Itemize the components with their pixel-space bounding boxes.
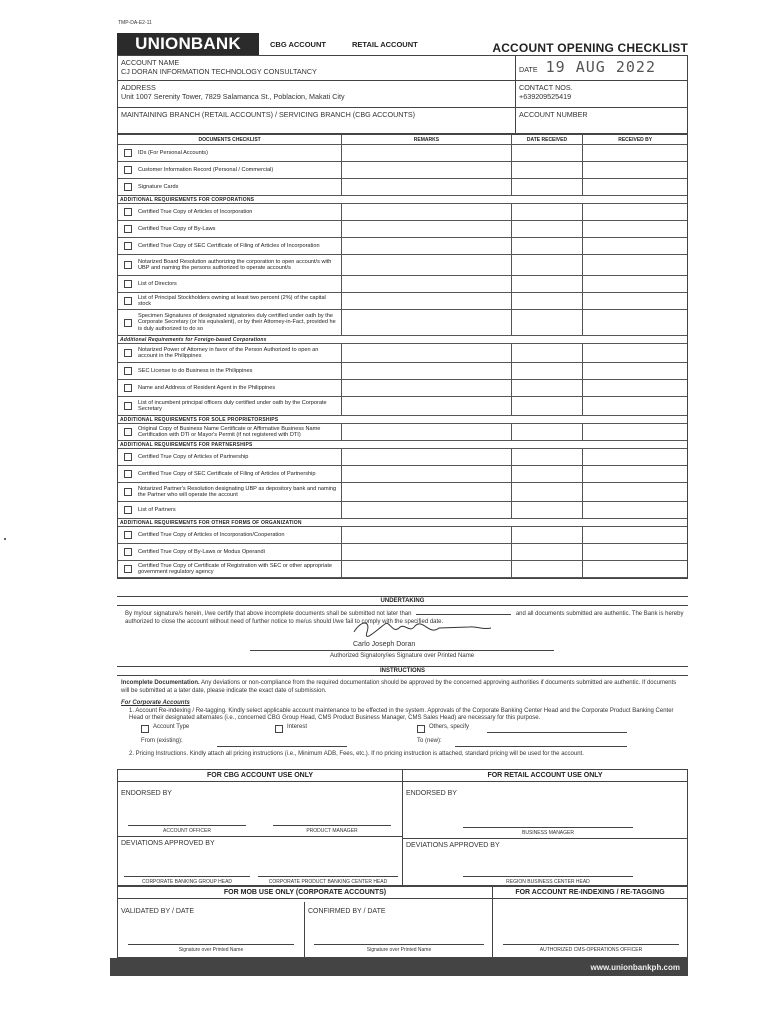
address-value: Unit 1007 Serenity Tower, 7829 Salamanca St., Poblacion, Makati City (121, 92, 345, 101)
document-cell (118, 483, 342, 501)
document-checkbox[interactable] (124, 531, 132, 539)
document-checkbox[interactable] (124, 349, 132, 357)
to-label: To (new): (417, 737, 442, 744)
date-received-cell[interactable] (512, 276, 584, 292)
document-checkbox[interactable] (124, 297, 132, 305)
region-head-caption: REGION BUSINESS CENTER HEAD (506, 879, 590, 885)
col-documents: DOCUMENTS CHECKLIST (118, 135, 342, 144)
document-label: List of Principal Stockholders owning at least two percent (2%) of the capital stock (138, 294, 326, 307)
col-received-by: RECEIVED BY (618, 136, 653, 143)
received-by-cell[interactable] (583, 466, 687, 482)
branch-label: MAINTAINING BRANCH (RETAIL ACCOUNTS) / SERVICING BRANCH (CBG ACCOUNTS) (121, 110, 416, 119)
retail-use-box (402, 769, 688, 886)
document-checkbox[interactable] (124, 149, 132, 157)
received-by-cell[interactable] (583, 310, 687, 335)
date-received-cell[interactable] (512, 310, 584, 335)
date-received-cell[interactable] (512, 255, 584, 275)
document-checkbox[interactable] (124, 166, 132, 174)
mob-use-title: FOR MOB USE ONLY (CORPORATE ACCOUNTS) (118, 887, 492, 899)
reindex-title: FOR ACCOUNT RE-INDEXING / RE-TAGGING (493, 887, 687, 899)
checklist-row (118, 162, 687, 179)
document-cell (118, 238, 342, 254)
document-cell (118, 255, 342, 275)
requirements-section-title: ADDITIONAL REQUIREMENTS FOR OTHER FORMS OF ORGANIZATION (118, 519, 687, 527)
remarks-cell[interactable] (342, 363, 511, 379)
document-cell (118, 527, 342, 543)
document-cell (118, 449, 342, 465)
footer-bar (110, 958, 688, 976)
account-officer-caption: ACCOUNT OFFICER (163, 828, 211, 834)
checklist-row (118, 397, 687, 416)
document-label: Certified True Copy of Articles of Incorporation/Cooperation (138, 531, 285, 538)
cbg-account-option: CBG ACCOUNT (270, 40, 326, 49)
remarks-cell[interactable] (342, 544, 511, 560)
signature-scribble (349, 618, 499, 638)
remarks-cell[interactable] (342, 502, 511, 518)
checklist-row (118, 380, 687, 397)
corporate-label: For Corporate Accounts (121, 700, 190, 706)
remarks-cell[interactable] (342, 466, 511, 482)
checklist-row (118, 276, 687, 293)
checklist-row (118, 293, 687, 310)
remarks-cell[interactable] (342, 255, 511, 275)
received-by-cell[interactable] (583, 502, 687, 518)
checklist-row (118, 344, 687, 363)
document-label: Specimen Signatures of designated signatories duly certified under oath by the Corporate Secretary (or his equivalent), or by their Attorney-in-Fact, provided he is duly authorized to do so (138, 313, 336, 332)
received-by-cell[interactable] (583, 293, 687, 309)
center-head-caption: CORPORATE PRODUCT BANKING CENTER HEAD (268, 879, 388, 885)
interest-label: Interest (287, 723, 308, 730)
signature-caption: Authorized Signatory/ies Signature over Printed Name (329, 653, 475, 659)
checklist-row (118, 145, 687, 162)
received-by-cell[interactable] (583, 527, 687, 543)
document-cell (118, 561, 342, 577)
remarks-cell[interactable] (342, 380, 511, 396)
contact-value: +639209525419 (519, 92, 572, 101)
received-by-cell[interactable] (583, 255, 687, 275)
retail-use-title: FOR RETAIL ACCOUNT USE ONLY (403, 770, 687, 782)
document-label: SEC License to do Business in the Philippines (138, 367, 253, 374)
undertaking-text-1: By my/our signature/s herein, I/we certify that above incomplete documents shall be submitted not later than (125, 611, 412, 617)
business-manager-caption: BUSINESS MANAGER (522, 830, 574, 836)
document-label: Certified True Copy of By-Laws or Modus Operandi (138, 548, 265, 555)
date-value: 19 AUG 2022 (545, 58, 656, 76)
remarks-cell[interactable] (342, 344, 511, 362)
document-cell (118, 293, 342, 309)
documents-checklist (117, 134, 688, 579)
region-head-line[interactable] (463, 876, 633, 877)
checklist-row (118, 238, 687, 255)
group-head-line[interactable] (124, 876, 250, 877)
contact-label: CONTACT NOS. (519, 83, 573, 92)
document-label: Notarized Partner's Resolution designating UBP as depository bank and naming the Partner who will operate the account (138, 485, 337, 498)
from-label: From (existing): (141, 737, 183, 744)
address-label: ADDRESS (121, 83, 156, 92)
received-by-cell[interactable] (583, 204, 687, 220)
received-by-cell[interactable] (583, 380, 687, 396)
received-by-cell[interactable] (583, 424, 687, 440)
document-label: Customer Information Record (Personal / Commercial) (138, 166, 274, 173)
interest-checkbox[interactable] (275, 725, 283, 733)
form-code: TMP-DA-E2-11 (118, 20, 152, 26)
validated-label: VALIDATED BY / DATE (121, 908, 195, 915)
remarks-cell[interactable] (342, 204, 511, 220)
document-label: Notarized Board Resolution authorizing the corporation to open account/s with UBP and naming the persons authorized to operate account/s (138, 258, 332, 271)
date-received-cell[interactable] (512, 544, 584, 560)
checklist-row (118, 221, 687, 238)
undertaking-title: UNDERTAKING (117, 596, 688, 606)
received-by-cell[interactable] (583, 397, 687, 415)
cbg-endorsed-label: ENDORSED BY (121, 790, 172, 797)
date-received-cell[interactable] (512, 344, 584, 362)
product-manager-line[interactable] (273, 825, 391, 826)
checklist-form (110, 18, 688, 976)
received-by-cell[interactable] (583, 145, 687, 161)
document-label: Certified True Copy of By-Laws (138, 225, 216, 232)
received-by-cell[interactable] (583, 238, 687, 254)
scan-speck (4, 538, 6, 540)
received-by-cell[interactable] (583, 483, 687, 501)
received-by-cell[interactable] (583, 179, 687, 195)
checklist-row (118, 449, 687, 466)
requirements-section-title: ADDITIONAL REQUIREMENTS FOR CORPORATIONS (118, 196, 687, 204)
date-received-cell[interactable] (512, 238, 584, 254)
cbg-deviations-label: DEVIATIONS APPROVED BY (121, 840, 215, 847)
confirmed-label: CONFIRMED BY / DATE (308, 908, 386, 915)
account-type-label: Account Type (153, 723, 190, 730)
col-date-received: DATE RECEIVED (512, 135, 584, 144)
instructions-title: INSTRUCTIONS (117, 666, 688, 676)
remarks-cell[interactable] (342, 145, 511, 161)
mob-use-box (117, 886, 493, 958)
account-name-value: CJ DORAN INFORMATION TECHNOLOGY CONSULTANCY (121, 67, 317, 76)
instruction-item-2: 2. Pricing Instructions. Kindly attach all pricing instructions (i.e., Minimum ADB, Fees, etc.). If no pricing instruction is attached, standard pricing will be used for the account. (129, 750, 584, 757)
document-cell (118, 397, 342, 415)
document-cell (118, 544, 342, 560)
remarks-cell[interactable] (342, 221, 511, 237)
checklist-row (118, 424, 687, 441)
checklist-row (118, 466, 687, 483)
document-label: Certified True Copy of Certificate of Registration with SEC or other appropriate government regulatory agency (138, 562, 333, 575)
remarks-cell[interactable] (342, 162, 511, 178)
document-label: Signature Cards (138, 183, 179, 190)
date-received-cell[interactable] (512, 502, 584, 518)
instructions-section (117, 666, 688, 758)
date-received-cell[interactable] (512, 179, 584, 195)
footer-url: www.unionbankph.com (590, 962, 680, 972)
remarks-cell[interactable] (342, 293, 511, 309)
document-cell (118, 363, 342, 379)
document-checkbox[interactable] (124, 183, 132, 191)
form-header (117, 33, 688, 55)
document-checkbox[interactable] (124, 453, 132, 461)
document-label: Notarized Power of Attorney in favor of the Person Authorized to open an account in the Philippines (138, 346, 319, 359)
document-cell (118, 162, 342, 178)
date-received-cell[interactable] (512, 397, 584, 415)
retail-endorsed-label: ENDORSED BY (406, 790, 457, 797)
validated-sig-caption: Signature over Printed Name (178, 947, 244, 953)
checklist-row (118, 544, 687, 561)
document-label: Certified True Copy of Articles of Partnership (138, 453, 249, 460)
document-checkbox[interactable] (124, 261, 132, 269)
document-checkbox[interactable] (124, 488, 132, 496)
center-head-line[interactable] (258, 876, 398, 877)
remarks-cell[interactable] (342, 424, 511, 440)
document-cell (118, 310, 342, 335)
cbg-use-box (117, 769, 403, 886)
document-cell (118, 502, 342, 518)
document-label: List of Directors (138, 280, 177, 287)
document-cell (118, 424, 342, 440)
product-manager-caption: PRODUCT MANAGER (306, 828, 358, 834)
cms-officer-caption: AUTHORIZED CMS-OPERATIONS OFFICER (539, 947, 643, 953)
document-label: Certified True Copy of Articles of Incorporation (138, 208, 253, 215)
account-info-table (117, 55, 688, 134)
document-cell (118, 145, 342, 161)
from-field[interactable] (217, 746, 347, 747)
received-by-cell[interactable] (583, 544, 687, 560)
checklist-header-row (118, 135, 687, 145)
account-name-label: ACCOUNT NAME (121, 58, 180, 67)
checklist-row (118, 255, 687, 276)
date-received-cell[interactable] (512, 363, 584, 379)
others-field[interactable] (487, 732, 627, 733)
document-checkbox[interactable] (124, 402, 132, 410)
document-checkbox[interactable] (124, 384, 132, 392)
received-by-cell[interactable] (583, 363, 687, 379)
document-label: Name and Address of Resident Agent in the Philippines (138, 384, 276, 391)
document-cell (118, 344, 342, 362)
remarks-cell[interactable] (342, 276, 511, 292)
document-label: IDs (For Personal Accounts) (138, 149, 208, 156)
document-checkbox[interactable] (124, 506, 132, 514)
cbg-use-title: FOR CBG ACCOUNT USE ONLY (118, 770, 402, 782)
requirements-section-title: ADDITIONAL REQUIREMENTS FOR SOLE PROPRIETORSHIPS (118, 416, 687, 424)
checklist-row (118, 502, 687, 519)
date-received-cell[interactable] (512, 204, 584, 220)
received-by-cell[interactable] (583, 561, 687, 577)
date-received-cell[interactable] (512, 483, 584, 501)
incomplete-label: Incomplete Documentation. (121, 680, 200, 686)
date-received-cell[interactable] (512, 221, 584, 237)
incomplete-text: Any deviations or non-compliance from the required documentation should be approved by the concerned approving authorities if documents submitted are authentic. If documents will be submitted at a later date, please indicate the exact date of submission. (121, 680, 677, 694)
date-received-cell[interactable] (512, 527, 584, 543)
document-checkbox[interactable] (124, 280, 132, 288)
reindex-box (492, 886, 688, 958)
undertaking-text-2: and all documents submitted are authentic. The Bank is hereby authorized to close the account without need of further notice to me/us should I/we fail to comply with the specified date. (125, 611, 684, 625)
date-label: DATE (519, 65, 538, 74)
checklist-row (118, 483, 687, 502)
received-by-cell[interactable] (583, 344, 687, 362)
document-checkbox[interactable] (124, 242, 132, 250)
validated-sig-line[interactable] (128, 944, 294, 945)
submission-date-field[interactable] (416, 614, 511, 615)
document-label: List of Partners (138, 506, 176, 513)
document-cell (118, 276, 342, 292)
signer-name: Carlo Joseph Doran (353, 641, 416, 648)
remarks-cell[interactable] (342, 483, 511, 501)
checklist-row (118, 561, 687, 578)
document-cell (118, 204, 342, 220)
document-label: Certified True Copy of SEC Certificate of Filing of Articles of Partnership (138, 470, 316, 477)
remarks-cell[interactable] (342, 238, 511, 254)
requirements-section-title: Additional Requirements for Foreign-based Corporations (118, 336, 687, 344)
date-received-cell[interactable] (512, 380, 584, 396)
business-manager-line[interactable] (463, 827, 633, 828)
remarks-cell[interactable] (342, 561, 511, 577)
received-by-cell[interactable] (583, 449, 687, 465)
form-title: ACCOUNT OPENING CHECKLIST (492, 41, 688, 55)
remarks-cell[interactable] (342, 179, 511, 195)
document-checkbox[interactable] (124, 470, 132, 478)
checklist-row (118, 179, 687, 196)
account-number-label: ACCOUNT NUMBER (519, 110, 588, 119)
document-label: Certified True Copy of SEC Certificate of Filing of Articles of Incorporation (138, 242, 320, 249)
document-label: Original Copy of Business Name Certificate or Affirmative Business Name Certification with DTI or Mayor's Permit (if not registered with DTI) (138, 425, 321, 438)
remarks-cell[interactable] (342, 310, 511, 335)
remarks-cell[interactable] (342, 397, 511, 415)
date-received-cell[interactable] (512, 449, 584, 465)
received-by-cell[interactable] (583, 162, 687, 178)
checklist-row (118, 527, 687, 544)
group-head-caption: CORPORATE BANKING GROUP HEAD (141, 879, 233, 885)
document-cell (118, 466, 342, 482)
account-type-checkbox[interactable] (141, 725, 149, 733)
unionbank-logo: UNIONBANK (117, 33, 259, 55)
account-officer-line[interactable] (128, 825, 246, 826)
others-checkbox[interactable] (417, 725, 425, 733)
checklist-row (118, 310, 687, 336)
remarks-cell[interactable] (342, 527, 511, 543)
document-checkbox[interactable] (124, 225, 132, 233)
date-received-cell[interactable] (512, 145, 584, 161)
checklist-row (118, 363, 687, 380)
retail-account-option: RETAIL ACCOUNT (352, 40, 418, 49)
date-received-cell[interactable] (512, 561, 584, 577)
document-checkbox[interactable] (124, 565, 132, 573)
document-checkbox[interactable] (124, 548, 132, 556)
document-cell (118, 221, 342, 237)
undertaking-section (117, 596, 688, 659)
confirmed-sig-line[interactable] (314, 944, 484, 945)
requirements-section-title: ADDITIONAL REQUIREMENTS FOR PARTNERSHIPS (118, 441, 687, 449)
received-by-cell[interactable] (583, 276, 687, 292)
document-checkbox[interactable] (124, 208, 132, 216)
confirmed-sig-caption: Signature over Printed Name (366, 947, 432, 953)
cms-officer-line[interactable] (503, 944, 679, 945)
instruction-item-1: 1. Account Re-indexing / Re-tagging. Kindly select applicable account maintenance to be effected in the system. Approvals of the Corporate Banking Center Head and the Corporate Product Banking Center Head or their designated alternates (i.e., concerned CBG Group Head, CMS Product Business Manager, CMS Sales Head) are necessary for this purpose. (129, 707, 674, 721)
received-by-cell[interactable] (583, 221, 687, 237)
document-cell (118, 380, 342, 396)
date-received-cell[interactable] (512, 162, 584, 178)
to-field[interactable] (455, 746, 627, 747)
document-checkbox[interactable] (124, 367, 132, 375)
retail-deviations-label: DEVIATIONS APPROVED BY (406, 842, 500, 849)
remarks-cell[interactable] (342, 449, 511, 465)
others-label: Others, specify (429, 723, 470, 730)
checklist-row (118, 204, 687, 221)
date-received-cell[interactable] (512, 466, 584, 482)
document-checkbox[interactable] (124, 319, 132, 327)
date-received-cell[interactable] (512, 293, 584, 309)
document-label: List of incumbent principal officers duly certified under oath by the Corporate Secretary (138, 399, 327, 412)
document-cell (118, 179, 342, 195)
col-remarks: REMARKS (342, 135, 511, 144)
document-checkbox[interactable] (124, 428, 132, 436)
date-received-cell[interactable] (512, 424, 584, 440)
